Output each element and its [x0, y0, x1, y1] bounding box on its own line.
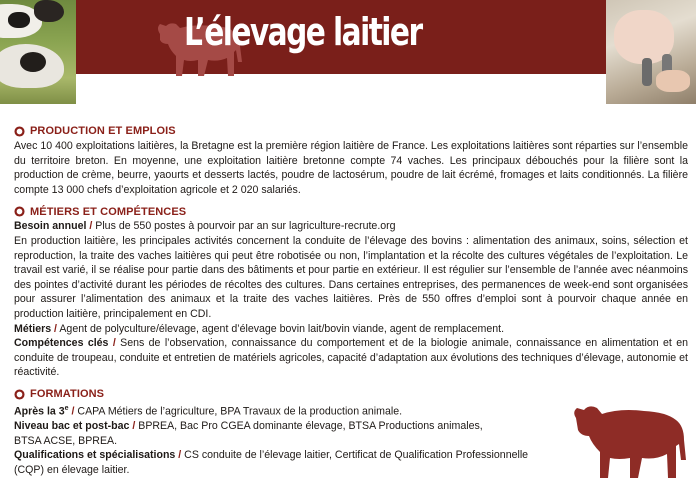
metiers-line — [14, 322, 688, 337]
competences-text: Sens de l’observation, connaissance du comportement et de la biologie animale, connaissance en alimentation et en conduite de troupeau, conduite et entretien de matériels agricoles, capacité d’adaptation aux évolutions des techniques d’élevage, autonomie et réactivité. — [14, 337, 688, 379]
section-title: PRODUCTION ET EMPLOIS — [30, 125, 176, 138]
metiers-paragraph: En production laitière, les principales activités concernent la conduite de l’élevage des bovins : alimentation des animaux, soins, sélection et reproduction, la traite des vaches laitières qui peut être robotisée ou non, l’implantation et la récolte des cultures végétales de l’exploitation. Le travail est varié, il se réalise pour partie dans des bâtiments et pour partie en extérieur. Il est régulier sur l’ensemble de l’année avec néanmoins des pointes d’activité durant les périodes de récoltes des cultures. Dans certaines entreprises, des permanences de week-end sont organisées pour assurer l’alimentation des animaux et la traite des vaches laitières. Près de 550 offres d’emploi sont à pourvoir chaque année en production laitière, principalement en CDI. — [14, 234, 688, 320]
header-banner — [0, 0, 696, 104]
besoin-text: Plus de 550 postes à pourvoir par an sur lagriculture-recrute.org — [95, 220, 396, 233]
separator: / — [132, 420, 136, 433]
metiers-label: Métiers — [14, 322, 52, 335]
milking-photo — [606, 0, 696, 104]
cow-silhouette-icon — [572, 402, 690, 482]
besoin-label: Besoin annuel — [14, 220, 87, 233]
separator: / — [178, 449, 182, 462]
separator: / — [89, 220, 93, 233]
qualifications-line-2: (CQP) en élevage laitier. — [14, 463, 130, 476]
apres-3e-label: Après la 3 — [14, 405, 65, 418]
circle-bullet-icon — [14, 206, 25, 217]
niveau-bac-line-2: BTSA ACSE, BPREA. — [14, 434, 118, 447]
separator: / — [112, 337, 116, 350]
section-title: FORMATIONS — [30, 388, 105, 401]
cows-in-field-photo — [0, 0, 76, 104]
section-heading — [14, 204, 688, 219]
qualifications-text: CS conduite de l’élevage laitier, Certificat de Qualification Professionnelle — [184, 449, 529, 462]
besoin-annuel-line — [14, 219, 688, 234]
separator: / — [71, 405, 75, 418]
niveau-bac-text: BPREA, Bac Pro CGEA dominante élevage, BTSA Productions animales, — [138, 420, 483, 433]
circle-bullet-icon — [14, 126, 25, 137]
section-title: MÉTIERS ET COMPÉTENCES — [30, 205, 187, 218]
section-metiers — [14, 204, 688, 380]
metiers-text: Agent de polyculture/élevage, agent d’élevage bovin lait/bovin viande, agent de remplacement. — [59, 322, 505, 335]
niveau-bac-label: Niveau bac et post-bac — [14, 420, 130, 433]
page-title: L’élevage laitier — [184, 10, 422, 54]
circle-bullet-icon — [14, 389, 25, 400]
production-paragraph: Avec 10 400 exploitations laitières, la Bretagne est la première région laitière de France. Les exploitations laitières sont réparties sur l’ensemble du territoire breton. En moyenne, une exploitation laitière bretonne compte 74 vaches. Les principaux débouchés pour la filière sont la production de crème, beurre, yaourts et desserts lactés, poudre de lactosérum, poudre de lait écrémé, fromages et laits conditionnés. La filière compte 13 000 chefs d’exploitation agricole et 2 020 salariés. — [14, 140, 688, 196]
competences-line — [14, 336, 688, 380]
qualifications-label: Qualifications et spécialisations — [14, 449, 176, 462]
apres-3e-text: CAPA Métiers de l’agriculture, BPA Travaux de la production animale. — [77, 405, 403, 418]
apres-3e-sup: e — [64, 404, 69, 412]
section-production — [14, 124, 688, 197]
section-heading — [14, 124, 688, 139]
section-heading — [14, 387, 688, 402]
competences-label: Compétences clés — [14, 337, 109, 350]
separator: / — [54, 322, 57, 335]
title-band — [76, 0, 606, 74]
